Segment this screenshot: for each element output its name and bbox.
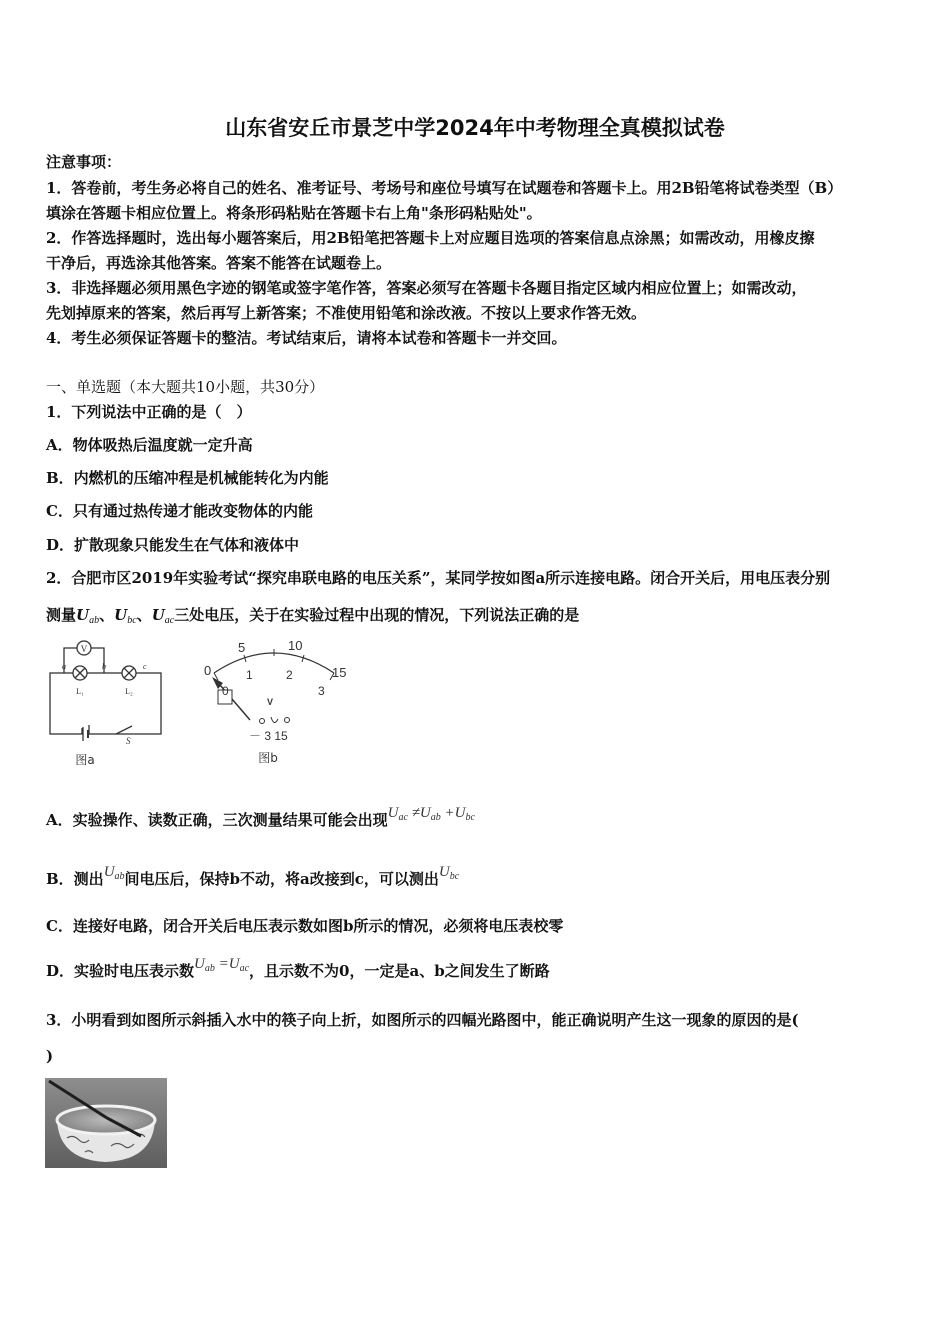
q2-stem-line2: 测量$U_{ab}$、$U_{bc}$、$U_{ac}$三处电压，关于在实验过程中出现的情况，下列说法正确的是 xyxy=(46,606,580,626)
q2-option-a: A．实验操作、读数正确，三次测量结果可能会出现$U_{ac} \ne U_{ab} +U_{bc}$ xyxy=(46,805,475,829)
terminal-v-label: V xyxy=(267,697,274,707)
q1-option-c: C．只有通过热传递才能改变物体的内能 xyxy=(46,502,313,520)
q1-option-b: B．内燃机的压缩冲程是机械能转化为内能 xyxy=(46,469,329,487)
page-title: 山东省安丘市景芝中学2024年中考物理全真模拟试卷 xyxy=(225,116,725,140)
point-c-label: c xyxy=(143,662,147,671)
section-heading: 一、单选题（本大题共10小题，共30分） xyxy=(46,378,325,396)
lamp2-label: L₂ xyxy=(125,687,133,696)
inner-tick-label: 0 xyxy=(222,684,229,698)
fig-b-caption: 图b xyxy=(258,751,278,765)
inner-tick-label: 1 xyxy=(246,668,253,682)
terminal-labels: － 3 15 xyxy=(249,729,288,743)
switch-label: S xyxy=(126,736,131,746)
notice-line: 3．非选择题必须用黑色字迹的钢笔或签字笔作答，答案必须写在答题卡各题目指定区域内相应位置上；如需改动， xyxy=(46,279,807,297)
lamp1-label: L₁ xyxy=(76,687,84,696)
q1-option-a: A．物体吸热后温度就一定升高 xyxy=(46,436,253,454)
q2-option-c: C．连接好电路，闭合开关后电压表示数如图b所示的情况，必须将电压表校零 xyxy=(46,917,564,935)
notice-line: 干净后，再选涂其他答案。答案不能答在试题卷上。 xyxy=(46,254,392,272)
voltmeter-label: V xyxy=(80,644,88,654)
notice-line: 2．作答选择题时，选出每小题答案后，用2B铅笔把答题卡上对应题目选项的答案信息点涂黑；如需改动，用橡皮擦 xyxy=(46,229,815,247)
fig-a-caption: 图a xyxy=(75,753,95,767)
point-b-label: b xyxy=(102,662,106,671)
outer-tick-label: 10 xyxy=(288,638,303,653)
notice-line: 4．考生必须保证答题卡的整洁。考试结束后，请将本试卷和答题卡一并交回。 xyxy=(46,329,567,347)
q2-stem-line1: 2．合肥市区2019年实验考试“探究串联电路的电压关系”，某同学按如图a所示连接电路。闭合开关后，用电压表分别 xyxy=(46,569,831,587)
q3-stem-line1: 3．小明看到如图所示斜插入水中的筷子向上折，如图所示的四幅光路图中，能正确说明产生这一现象的原因的是( xyxy=(46,1011,799,1029)
q1-stem: 1．下列说法中正确的是（ ） xyxy=(46,403,252,421)
circuit-diagram xyxy=(44,638,174,768)
inner-tick-label: 3 xyxy=(318,684,325,698)
q3-stem-line2: ) xyxy=(46,1047,54,1065)
outer-tick-label: 15 xyxy=(332,665,347,680)
inner-tick-label: 2 xyxy=(286,668,293,682)
voltmeter-dial xyxy=(194,635,354,770)
notice-line: 1．答卷前，考生务必将自己的姓名、准考证号、考场号和座位号填写在试题卷和答题卡上。用2B铅笔将试卷类型（B） xyxy=(46,179,843,197)
outer-tick-label: 0 xyxy=(204,663,212,678)
point-a-label: a xyxy=(62,662,66,671)
bowl-chopstick-photo xyxy=(45,1078,167,1168)
q1-option-d: D．扩散现象只能发生在气体和液体中 xyxy=(46,536,300,554)
q2-option-d: D．实验时电压表示数$U_{ab} =U_{ac}$，且示数不为0，一定是a、b之间发生了断路 xyxy=(46,956,550,980)
outer-tick-label: 5 xyxy=(238,640,246,655)
notice-line: 填涂在答题卡相应位置上。将条形码粘贴在答题卡右上角"条形码粘贴处"。 xyxy=(46,204,542,222)
q2-option-b: B．测出$U_{ab}$间电压后，保持b不动，将a改接到c，可以测出$U_{bc}$ xyxy=(46,864,460,888)
notice-heading: 注意事项： xyxy=(46,153,122,171)
notice-line: 先划掉原来的答案，然后再写上新答案；不准使用铅笔和涂改液。不按以上要求作答无效。 xyxy=(46,304,647,322)
